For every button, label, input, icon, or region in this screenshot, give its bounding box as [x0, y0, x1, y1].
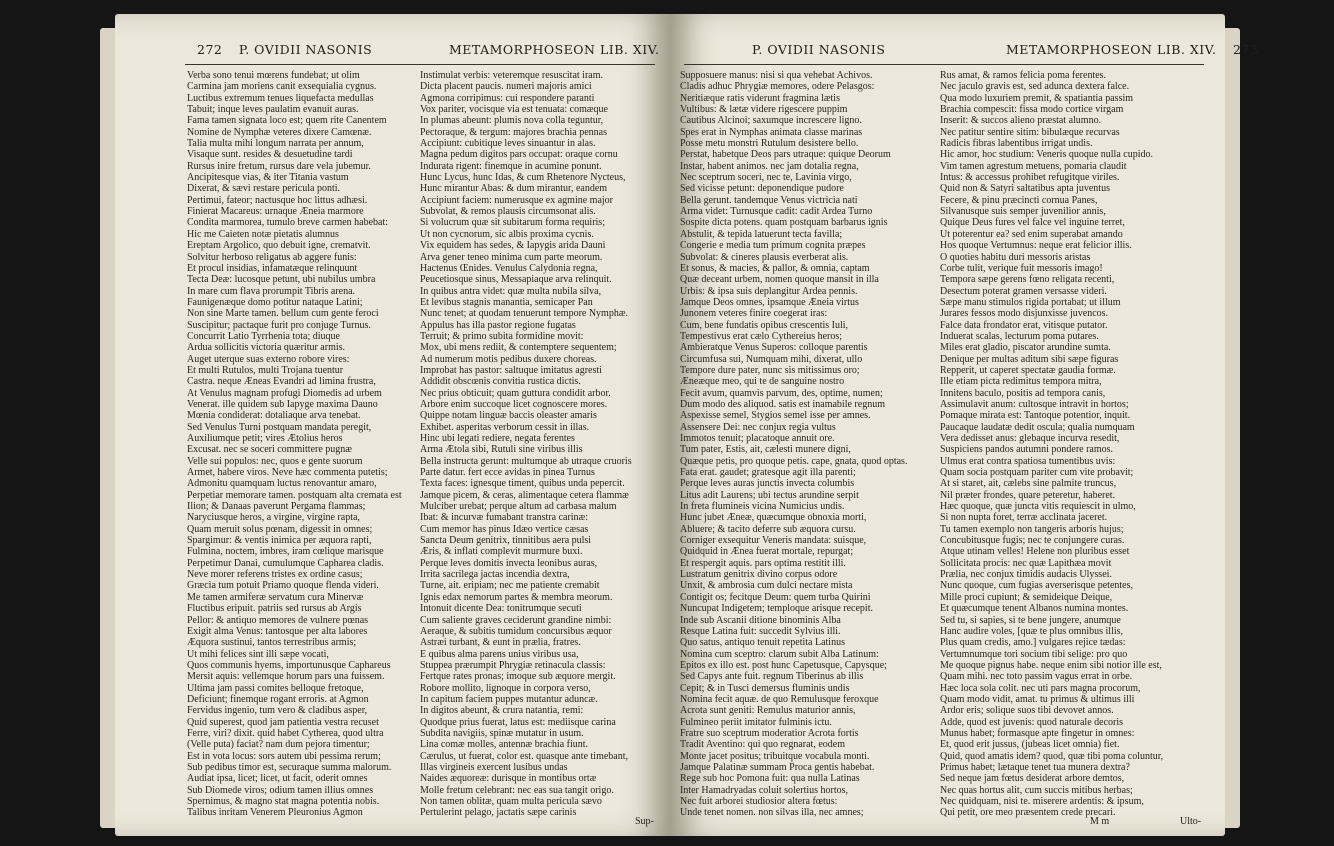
text-line: Prælia, nec conjux timidis audacis Ulyssei.: [940, 569, 1112, 581]
text-line: Quippe notam linguæ baccis oleaster amaris: [420, 410, 597, 422]
text-line: Assensere Dei: nec conjux regia vultus: [680, 421, 836, 433]
text-line: Desectum poterat gramen versasse videri.: [940, 285, 1107, 297]
text-line: Perpetiar memorare tamen. postquam alta cremata est: [187, 489, 402, 501]
text-line: Primus habet; lætaque tenet tua munera dextra?: [940, 761, 1130, 773]
text-line: Pertulerint pelago, jactatis sæpe carinis: [420, 807, 577, 819]
text-line: Quodque prius fuerat, latus est: mediisque carina: [420, 716, 616, 728]
text-line: Perque leves auras junctis invecta columbis: [680, 478, 855, 490]
text-line: Quid non & Satyri saltatibus apta juventus: [940, 183, 1110, 195]
text-line: Solvitur herboso religatus ab aggere funis:: [187, 251, 357, 263]
left-page: [115, 14, 670, 836]
text-line: Abstulit, & tepida latuerunt tecta favilla;: [680, 228, 843, 240]
text-line: Qui petit, ore meo præsentem crede precari.: [940, 807, 1116, 819]
text-line: Quos communis hyems, importunusque Caphareus: [187, 659, 391, 671]
text-line: Fulmineo periit imitator fulminis ictu.: [680, 716, 832, 728]
text-line: Pectoraque, & tergum: majores brachia pennas: [420, 126, 607, 138]
text-line: Mille proci cupiunt; & semideique Deique,: [940, 591, 1113, 603]
text-line: Talia multa mihi longum narrata per annum,: [187, 138, 364, 150]
text-line: Lustratum genitrix divino corpus odore: [680, 569, 838, 581]
text-line: Jamque Palatinæ summam Proca gentis habebat.: [680, 761, 875, 773]
text-line: Fratre suo sceptrum moderatior Acrota fortis: [680, 727, 859, 739]
text-line: Congerie e media tum primum cognita præpes: [680, 240, 866, 252]
text-line: Magna pedum digitos pars occupat: oraque cornu: [420, 149, 618, 161]
text-line: Dicta placent paucis. numeri majoris amici: [420, 81, 592, 93]
left-page-column-1: [187, 70, 427, 820]
text-line: Cepit; & in Tusci demersus fluminis undis: [680, 682, 850, 694]
text-line: Miles erat gladio, piscator arundine sumta.: [940, 342, 1111, 354]
right-page-number: 273: [1232, 42, 1259, 57]
text-line: Et levibus stagnis manantia, semicaper Pan: [420, 296, 593, 308]
text-line: Verba sono tenui mœrens fundebat; ut olim: [187, 70, 360, 81]
text-line: Cum saliente graves ceciderunt grandine nimbi:: [420, 614, 612, 626]
text-line: Concubitusque fugis; nec te conjungere curas.: [940, 535, 1125, 547]
text-line: Cum memor has pinus Idæo vertice cæsas: [420, 523, 589, 535]
text-line: Ancipitesque vias, & iter Titania vastum: [187, 172, 349, 184]
text-line: Cladis adhuc Phrygiæ memores, odere Pelasgos:: [680, 81, 875, 93]
text-line: Perque leves domitis invecta leonibus auras,: [420, 557, 598, 569]
text-line: Peucetiosque sinus, Messapiaque arva relinquit.: [420, 274, 612, 286]
text-line: Ereptam Argolico, quo debuit igne, crematvit.: [187, 240, 371, 252]
text-line: Junonem veteres finire coegerat iras:: [680, 308, 828, 320]
text-line: Finierat Macareus: urnaque Æneia marmore: [187, 206, 364, 218]
text-line: Sed vicisse petunt: deponendique pudore: [680, 183, 844, 195]
text-line: Unde tenet nomen. non silvas illa, nec amnes;: [680, 807, 864, 819]
text-line: Falce data frondator erat, vitisque putator.: [940, 319, 1108, 331]
text-line: Sospite dicta potens. quam postquam barbarus ignis: [680, 217, 888, 229]
text-line: Ignis edax nemorum partes & membra meorum.: [420, 591, 613, 603]
text-line: Nec patitur sentire sitim: bibulæque recurvas: [940, 126, 1120, 138]
text-line: Quam mihi. nec toto passim vagus errat in orbe.: [940, 671, 1133, 683]
text-line: Ad numerum motis pedibus duxere choreas.: [420, 353, 597, 365]
text-line: Tu tamen exemplo non tangeris arboris hujus;: [940, 523, 1124, 535]
text-line: Audiat ipsa, licet; licet, ut facit, oderit omnes: [187, 773, 368, 785]
text-line: In freta flumineis vicina Numicius undis.: [680, 501, 845, 513]
text-line: Nuncupat Indigetem; temploque arisque recepit.: [680, 603, 873, 615]
text-line: Ilion; & Danaas paverunt Pergama flammas;: [187, 501, 366, 513]
text-line: Accipiunt faciem: numerusque ex agmine major: [420, 194, 613, 206]
text-line: Naryciusque heros, a virgine, virgine rapta,: [187, 512, 360, 524]
text-line: Quique Deus fures vel falce vel inguine terret,: [940, 217, 1125, 229]
text-line: Ardor eris; solique suos tibi devovet annos.: [940, 705, 1114, 717]
text-line: Et multi Rutulos, multi Trojana tuentur: [187, 364, 344, 376]
text-line: Vultibus: & lætæ videre rigescere puppim: [680, 104, 848, 116]
text-line: Subvolat: & cineres plausis everberat alis.: [680, 251, 849, 263]
text-line: Inter Hamadryadas coluit solertius hortos,: [680, 784, 849, 796]
left-page-number: 272: [197, 42, 223, 57]
text-line: Hic me Caieten notæ pietatis alumnus: [187, 228, 339, 240]
text-line: Æneæque meo, qui te de sanguine nostro: [680, 376, 845, 388]
text-line: Appulus has illa pastor regione fugatas: [420, 319, 576, 331]
text-line: Carmina jam moriens canit exsequialia cygnus.: [187, 81, 377, 93]
text-line: Quæque petis, pro quoque petis. cape, gnata, quod optas.: [680, 455, 908, 467]
text-line: Æquora sustinui, tantos terrestribus armis;: [187, 637, 357, 649]
text-line: Sæpe manu stimulos rigida portabat; ut illum: [940, 296, 1121, 308]
text-line: Vim tamen agrestum metuens, pomaria claudit: [940, 160, 1127, 172]
text-line: Non tamen oblitæ, quam multa pericula sævo: [420, 796, 602, 807]
text-line: Subdita navigiis, spinæ mutatur in usum.: [420, 727, 584, 739]
text-line: Et procul insidias, infamatæque relinquunt: [187, 262, 358, 274]
text-line: Munus habet; formasque apte fingetur in omnes:: [940, 727, 1135, 739]
text-line: Suspiciens pandos autumni pondere ramos.: [940, 444, 1114, 456]
text-line: Sed Capys ante fuit. regnum Tiberinus ab illis: [680, 671, 864, 683]
text-line: Litus adit Laurens; ubi tectus arundine serpit: [680, 489, 859, 501]
text-line: Quid superest, quod jam patientia vestra recuset: [187, 716, 379, 728]
text-line: Sed tu, si sapies, si te bene jungere, anumque: [940, 614, 1121, 626]
text-line: In capitum faciem puppes mutantur aduncæ.: [420, 693, 598, 705]
text-line: Tecta Deæ: lucosque petunt, ubi nubilus umbra: [187, 274, 376, 286]
text-line: Fulmina, noctem, imbres, iram cœlique marisque: [187, 546, 384, 558]
text-line: Plus quam credis, amo.] vulgares rejice tædas:: [940, 637, 1126, 649]
text-line: Nomina fecit aquæ. de quo Remulusque feroxque: [680, 693, 879, 705]
text-line: Mœnia condiderat: dotaliaque arva tenebat.: [187, 410, 361, 422]
text-line: Hinc ubi legati rediere, negata ferentes: [420, 433, 575, 444]
text-line: Sed Venulus Turni postquam mandata peregit,: [187, 421, 372, 433]
text-line: Jamque picem, & ceras, alimentaque cetera flammæ: [420, 489, 629, 501]
left-running-head-title: METAMORPHOSEON LIB. XIV.: [449, 42, 660, 57]
text-line: Quam modo vidit, amat. tu primus & ultimus illi: [940, 693, 1135, 705]
text-line: Nil præter frondes, quare peteretur, haberet.: [940, 489, 1116, 501]
text-line: Hunc jubet Æneæ, quæcumque obnoxia morti,: [680, 512, 867, 524]
text-line: Paucaque laudatæ dedit oscula; qualia numquam: [940, 421, 1135, 433]
text-line: Immotos tenuit; placatoque annuit ore.: [680, 433, 835, 444]
text-line: Naides æquoreæ: durisque in montibus ortæ: [420, 773, 597, 785]
text-line: Cærulus, ut fuerat, color est. quasque ante timebant,: [420, 750, 629, 762]
text-line: At Venulus magnam profugi Diomedis ad urbem: [187, 387, 382, 399]
text-line: Ut mihi felices sint illi sæpe vocati,: [187, 648, 329, 660]
text-line: Visaque sunt. resides & desuetudine tardi: [187, 149, 353, 161]
text-line: Non sine Marte tamen. bellum cum gente feroci: [187, 308, 379, 320]
text-line: Sed neque jam fœtus desiderat arbore demtos,: [940, 773, 1125, 785]
text-line: Nomina cum sceptro: clarum subit Alba Latinum:: [680, 648, 879, 660]
text-line: Faunigenæque domo potitur nataque Latini;: [187, 296, 363, 308]
text-line: Denique per multas aditum sibi sæpe figuras: [940, 353, 1119, 365]
text-line: Cautibus Alcinoi; saxumque increscere ligno.: [680, 115, 862, 127]
text-line: Addidit obscœnis convitia rustica dictis.: [420, 376, 581, 388]
text-line: Ut poterentur ea? sed enim superabat amando: [940, 228, 1123, 240]
text-line: Armet, habere viros. Neve hæc commenta putetis;: [187, 467, 388, 479]
text-line: Instimulat verbis: veteremque resuscitat iram.: [420, 70, 603, 81]
text-line: Adde, quod est juvenis: quod naturale decoris: [940, 716, 1124, 728]
text-line: Indurata rigent: finemque in acumine ponunt.: [420, 160, 602, 172]
text-line: Pellor: & antiquo memores de vulnere pœnas: [187, 614, 369, 626]
text-line: Spargimur: & ventis inimica per æquora rapti,: [187, 535, 372, 547]
text-line: Fata erat. gaudet; gratesque agit illa parenti;: [680, 467, 856, 479]
right-catchword: Ulto-: [1180, 816, 1202, 827]
text-line: Qua modo luxuriem premit, & spatiantia passim: [940, 92, 1134, 104]
text-line: Nunc tenet; at quodam tenuerunt tempore Nymphæ.: [420, 308, 629, 320]
right-running-head-author: P. OVIDII NASONIS: [752, 42, 886, 57]
text-line: Dum modo des aliquod. satis est inamabile regnum: [680, 398, 885, 410]
text-line: Tabuit; inque leves paulatim evanuit auras.: [187, 104, 359, 116]
text-line: Velle sui populos: nec, quos e gente suorum: [187, 455, 363, 467]
text-line: Nec prius obticuit; quam guttura condidit arbor.: [420, 387, 611, 399]
text-line: Radicis fibras labentibus irrigat undis.: [940, 138, 1093, 150]
left-header-rule: [185, 64, 655, 65]
right-running-head: [1006, 42, 1258, 64]
text-line: Robore mollito, lignoque in corpora verso,: [420, 682, 591, 694]
text-line: Unxit, & ambrosia cum dulci nectare mista: [680, 580, 853, 592]
text-line: Sollicitata procis: nec quæ Lapithæa movit: [940, 557, 1112, 569]
text-line: Quid, quod amatis idem? quod, quæ tibi poma coluntur,: [940, 750, 1164, 762]
text-line: Vera dedisset anus: glebaque incurva resedit,: [940, 433, 1120, 444]
text-line: Talibus inritam Venerem Pleuronius Agmon: [187, 807, 363, 819]
text-line: Turne, ait. eripiam; nec me patiente cremabit: [420, 580, 600, 592]
text-line: Bella gerunt. tandemque Venus victricia nati: [680, 194, 858, 206]
text-line: Mulciber urebat; perque altum ad carbasa malum: [420, 501, 617, 513]
right-page: [670, 14, 1259, 836]
text-line: Ferre, viri? dixit. quid habet Cytherea, quod ultra: [187, 727, 384, 739]
text-line: Venerat. ille quidem sub Iapyge maxima Dauno: [187, 398, 378, 410]
text-line: Pertimui, fateor; nactusque hoc littus adhæsi.: [187, 194, 368, 206]
text-line: Et, quod erit jussus, (jubeas licet omnia) fiet.: [940, 739, 1120, 751]
text-line: Neritiæque ratis viderunt fragmina lætis: [680, 92, 840, 104]
text-line: Quam meruit solus pœnam, digessit in omnes;: [187, 523, 373, 535]
text-line: Accipiunt: cubitique leves sinuantur in alas.: [420, 138, 596, 150]
text-line: Nec quidquam, nisi te. miserere ardentis: & ipsum,: [940, 796, 1144, 807]
text-line: Auget uterque suas externo robore vires:: [187, 353, 350, 365]
text-line: Arva gener teneo minima cum parte meorum.: [420, 251, 603, 263]
text-line: Sub Diomede viros; odium tamen illius omnes: [187, 784, 374, 796]
text-line: Innitens baculo, positis ad tempora canis,: [940, 387, 1106, 399]
text-line: Quo satus, antiquo tenuit repetita Latinus: [680, 637, 845, 649]
text-line: Nec jaculo gravis est, sed adunca dextera falce.: [940, 81, 1130, 93]
text-line: Molle fretum celebrant: nec eas sua tangit origo.: [420, 784, 614, 796]
text-line: Supposuere manus: nisi si qua vehebat Achivos.: [680, 70, 873, 81]
text-line: Exhibet. asperitas verborum cessit in illas.: [420, 421, 590, 433]
text-line: Excusat. nec se soceri committere pugnæ: [187, 444, 352, 456]
text-line: Abluere; & tacito deferre sub æquora cursu.: [680, 523, 856, 535]
left-running-head-author: P. OVIDII NASONIS: [238, 42, 373, 57]
left-running-head: [197, 42, 372, 64]
text-line: Tempore dure pater, nunc sis mitissimus oro;: [680, 364, 860, 376]
text-line: Urbis: & ipsa suis deplangitur Ardea pennis.: [680, 285, 858, 297]
text-line: Nomine de Nymphæ veteres dixere Camœnæ.: [187, 126, 372, 138]
text-line: Lina comæ molles, antennæ brachia fiunt.: [420, 739, 589, 751]
text-line: Deficiunt; finemque rogant erroris. at Agmon: [187, 693, 369, 705]
text-line: Hactenus Œnides. Venulus Calydonia regna,: [420, 262, 598, 274]
text-line: Improbat has pastor: saltuque imitatus agresti: [420, 364, 602, 376]
text-line: Perstat, habetque Deos pars utraque: quique Deorum: [680, 149, 891, 161]
text-line: Græcia tum potuit Priamo quoque flenda videri.: [187, 580, 379, 592]
text-line: Sub pedibus timor est, securaque summa malorum.: [187, 761, 392, 773]
text-line: Resque Latina fuit: succedit Sylvius illi.: [680, 625, 841, 637]
text-line: Inde sub Ascanii ditione binominis Alba: [680, 614, 841, 626]
text-line: Ut non cycnorum, sic albis proxima cycnis.: [420, 228, 594, 240]
text-line: Tempestivus erat cælo Cythereius heros;: [680, 330, 843, 342]
text-line: Rursus inire fretum, rursus dare vela jubemur.: [187, 160, 371, 172]
text-line: O quoties habitu duri messoris aristas: [940, 251, 1091, 263]
text-line: Bella instructa gerunt: multumque ab utraque cruoris: [420, 455, 632, 467]
text-line: E quibus alma parens unius viribus usa,: [420, 648, 579, 660]
text-line: Assimulavit anum: cultosque intravit in hortos;: [940, 398, 1129, 410]
text-line: Inserit: & succos alieno præstat alumno.: [940, 115, 1102, 127]
text-line: Quam socia postquam pariter cum vite probavit;: [940, 467, 1134, 479]
text-line: Subvolat, & remos plausis circumsonat alis.: [420, 206, 596, 218]
right-running-head-title: METAMORPHOSEON LIB. XIV.: [1006, 42, 1217, 57]
text-line: Mersit aquis: vellemque horum pars una fuissem.: [187, 671, 385, 683]
text-line: Aspexisse semel, Stygios semel isse per amnes.: [680, 410, 871, 422]
text-line: Nec quas hortus alit, cum succis mitibus herbas;: [940, 784, 1133, 796]
text-line: Silvanusque suis semper juvenilior annis,: [940, 206, 1106, 218]
text-line: Spernimus, & magno stat magna potentia nobis.: [187, 796, 380, 807]
text-line: Monte jacet positus; tribuitque vocabula monti.: [680, 750, 870, 762]
text-line: Suscipitur; pactaque furit pro conjuge Turnus.: [187, 319, 371, 331]
text-line: Epitos ex illo est. post hunc Capetusque, Capysque;: [680, 659, 887, 671]
text-line: Neve morer referens tristes ex ordine casus;: [187, 569, 363, 581]
text-line: Condita marmorea, tumulo breve carmen habebat:: [187, 217, 389, 229]
text-line: Stuppea prærumpit Phrygiæ retinacula classis:: [420, 659, 606, 671]
text-line: Acrota sunt geniti: Remulus maturior annis,: [680, 705, 856, 717]
text-line: Hæc quoque, quæ juncta vitis requiescit in ulmo,: [940, 501, 1136, 513]
text-line: Vertumnumque tori socium tibi selige: pro quo: [940, 648, 1128, 660]
text-line: Auxiliumque petit; vires Ætolius heros: [187, 433, 343, 444]
text-line: Fama tamen signata loco est; quem rite Canentem: [187, 115, 387, 127]
text-line: Posse metu monstri Rutulum desistere bello.: [680, 138, 859, 150]
left-catchword: Sup-: [635, 816, 654, 827]
text-line: Astræi turbant, & eunt in prælia, fratres.: [420, 637, 581, 649]
text-line: Sancta Deum genitrix, tinnitibus aera pulsi: [420, 535, 592, 547]
text-line: Irrita sacrilega jactas incendia dextra,: [420, 569, 570, 581]
text-line: Fervidus ingenio, tum vero & cladibus asper,: [187, 705, 368, 717]
text-line: Atque utinam velles! Helene non pluribus esset: [940, 546, 1130, 558]
text-line: Contigit os; fecitque Deum: quem turba Quirini: [680, 591, 871, 603]
text-line: Illas virgineis exercent lusibus undas: [420, 761, 568, 773]
text-line: Hanc audire voles, [quæ te plus omnibus illis,: [940, 625, 1124, 637]
text-line: Admonitu quamquam luctus renovantur amaro,: [187, 478, 377, 490]
text-line: Texta faces: ignesque timent, quibus unda pepercit.: [420, 478, 625, 490]
text-line: Fecit avum, quamvis parvum, des, optime, numen;: [680, 387, 883, 399]
text-line: Nec fuit arborei studiosior altera fœtus:: [680, 796, 838, 807]
text-line: Corbe tulit, verique fuit messoris imago!: [940, 262, 1103, 274]
text-line: Ambieratque Venus Superos: colloque parentis: [680, 342, 868, 354]
text-line: Ille etiam picta redimitus tempora mitra,: [940, 376, 1102, 388]
text-line: Hos quoque Vertumnus: neque erat felicior illis.: [940, 240, 1132, 252]
text-line: Rus amat, & ramos felicia poma ferentes.: [940, 70, 1107, 81]
text-line: Instar, habent animos. nec jam dotalia regna,: [680, 160, 859, 172]
left-page-column-2: [420, 70, 665, 820]
text-line: Hic amor, hoc studium: Veneris quoque nulla cupido.: [940, 149, 1153, 161]
text-line: Hunc mirantur Abas: & dum mirantur, eandem: [420, 183, 608, 195]
text-line: Circumfusa sui, Numquam mihi, dixerat, ullo: [680, 353, 863, 365]
text-line: Spes erat in Nymphas animata classe marinas: [680, 126, 863, 138]
text-line: Castra. neque Æneas Evandri ad limina frustra,: [187, 376, 376, 388]
text-line: Si volucrum quæ sit subitarum forma requiris;: [420, 217, 605, 229]
text-line: Agmona corripimus: cui respondere paranti: [420, 92, 595, 104]
text-line: Me quoque pignus habe. neque enim sibi notior ille est,: [940, 659, 1162, 671]
text-line: Quæ deceant urbem, nomen quoque mansit in illa: [680, 274, 879, 286]
text-line: In quibus antra videt: quæ multa nubila silva,: [420, 285, 602, 297]
text-line: Fluctibus eripuit. patriis sed rursus ab Argis: [187, 603, 362, 615]
text-line: Mox, ubi mens rediit, & contemptere sequentem;: [420, 342, 617, 354]
text-line: Et respergit aquis. pars optima restitit illi.: [680, 557, 846, 569]
text-line: Si non nupta foret, terræ acclinata jaceret.: [940, 512, 1108, 524]
text-line: Brachia compescit: fissa modo cortice virgam: [940, 104, 1124, 116]
text-line: Arbore enim succoque licet cognoscere mores.: [420, 398, 608, 410]
text-line: Rege sub hoc Pomona fuit: qua nulla Latinas: [680, 773, 860, 785]
right-page-column-1: [680, 70, 938, 820]
text-line: Æris, & inflati complevit murmure buxi.: [420, 546, 583, 558]
text-line: Fertque rates pronas; imoque sub æquore mergit.: [420, 671, 616, 683]
right-page-column-2: [940, 70, 1210, 820]
text-line: Corniger exsequitur Veneris mandata: suisque,: [680, 535, 867, 547]
text-line: Ardua sollicitis victoria quæritur armis.: [187, 342, 346, 354]
text-line: Ibat: & incurvæ fumabant transtra carinæ:: [420, 512, 589, 524]
text-line: Pomaque mirata est: Tantoque potentior, inquit.: [940, 410, 1131, 422]
text-line: Exigit alma Venus: tantosque per alta labores: [187, 625, 368, 637]
text-line: Concurrit Latio Tyrrhenia tota; diuque: [187, 330, 340, 342]
text-line: Jurares fessos modo disjunxisse juvencos.: [940, 308, 1109, 320]
text-line: Dixerat, & sævi restare pericula ponti.: [187, 183, 341, 195]
text-line: In mare cum flava prorumpit Tibris arena.: [187, 285, 356, 297]
text-line: Perpetimur Danai, cumulumque Capharea cladis.: [187, 557, 384, 569]
text-line: Tum pater, Estis, ait, cælesti munere digni,: [680, 444, 851, 456]
right-header-rule: [684, 64, 1204, 65]
text-line: Nunc quoque, cum fugias averserisque petentes,: [940, 580, 1133, 592]
text-line: Quidquid in Ænea fuerat mortale, repurgat;: [680, 546, 854, 558]
text-line: Arma videt: Turnusque cadit: cadit Ardea Turno: [680, 206, 873, 218]
text-line: Arma Ætola sibi, Rutuli sine viribus illis: [420, 444, 583, 456]
text-line: In plumas abeunt: plumis nova colla teguntur,: [420, 115, 604, 127]
text-line: Vox pariter, vocisque via est tenuata: comæque: [420, 104, 608, 116]
text-line: Intonuit dicente Dea: tonitrumque secuti: [420, 603, 582, 615]
text-line: Nec sceptrum soceri, nec te, Lavinia virgo,: [680, 172, 852, 184]
text-line: Est in vota locus: sors autem ubi pessima rerum;: [187, 750, 381, 762]
text-line: Luctibus extremum tenues liquefacta medullas: [187, 92, 374, 104]
text-line: Induerat scalas, lecturum poma putares.: [940, 330, 1099, 342]
text-line: Hunc Lycus, hunc Idas, & cum Rhetenore Nycteus,: [420, 172, 626, 184]
text-line: Me tamen armiferæ servatum cura Minervæ: [187, 591, 364, 603]
text-line: Tradit Aventino: qui quo regnarat, eodem: [680, 739, 845, 751]
text-line: Aeraque, & subitis tumidum concursibus æquor: [420, 625, 612, 637]
text-line: Jamque Deos omnes, ipsamque Æneia virtus: [680, 296, 859, 308]
text-line: Et sonus, & macies, & pallor, & omnia, captam: [680, 262, 870, 274]
text-line: Fecere, & pinu præcincti cornua Panes,: [940, 194, 1098, 206]
text-line: At si staret, ait, cælebs sine palmite truncus,: [940, 478, 1117, 490]
text-line: Tempora sæpe gerens fœno religata recenti,: [940, 274, 1115, 286]
text-line: Intus: & accessus prohibet refugitque viriles.: [940, 172, 1120, 184]
text-line: Parte datur. fert ecce avidas in pinea Turnus: [420, 467, 595, 479]
text-line: Et quæcumque tenent Albanos numina montes.: [940, 603, 1129, 615]
text-line: Vix equidem has sedes, & Iapygis arida Dauni: [420, 240, 606, 252]
text-line: Ultima jam passi comites belloque fretoque,: [187, 682, 364, 694]
text-line: Cum, bene fundatis opibus crescentis Iuli,: [680, 319, 849, 331]
text-line: Repperit, ut caperet spectatæ gaudia formæ.: [940, 364, 1116, 376]
text-line: Terruit; & primo subita formidine movit:: [420, 330, 584, 342]
text-line: In digitos abeunt, & crura natantia, remi:: [420, 705, 584, 717]
text-line: (Velle puta) faciat? nam dum pejora timentur;: [187, 739, 370, 751]
text-line: Hæc loca sola colit. nec uti pars magna procorum,: [940, 682, 1141, 694]
text-line: Ulmus erat contra spatiosa tumentibus uvis:: [940, 455, 1116, 467]
signature-mark: M m: [1090, 816, 1110, 827]
